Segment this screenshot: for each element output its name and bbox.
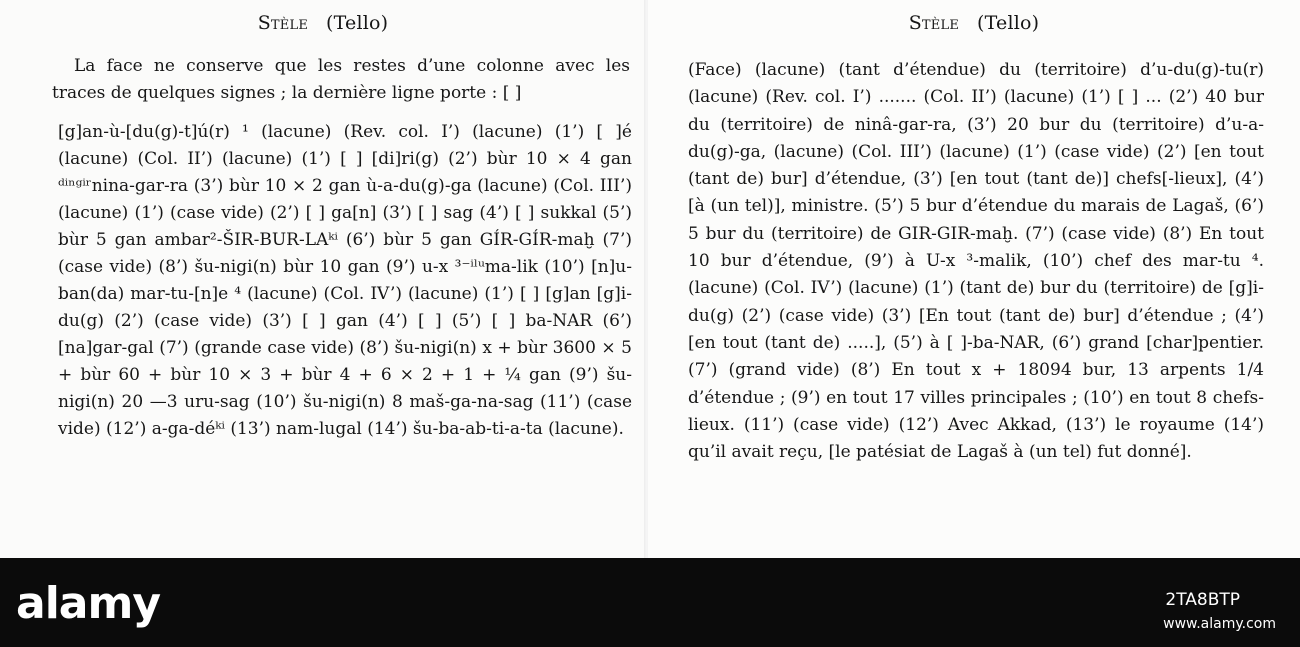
right-heading-location: (Tello) [977,12,1040,34]
right-page-heading [648,12,1300,34]
left-heading-location: (Tello) [326,12,389,34]
right-translation-paragraph: (Face) (lacune) (tant d’étendue) du (territoire) d’u-du(g)-tu(r) (lacune) (Rev. col. I’) ....... (Col. II’) (lacune) (1’) [ ] ... (2’) 40 bur du (territoire) de ninâ-gar-ra, (3’) 20 bur du (territoire) d’u-a-du(g)-ga, (lacune) (Col. III’) (lacune) (1’) (case vide) (2’) [en tout (tant de) bur] d’étendue, (3’) [en tout (tant de)] chefs[-lieux], (4’) [à (un tel)], ministre. (5’) 5 bur d’étendue du marais de Lagaš, (6’) 5 bur du (territoire) de GIR-GIR-maḫ. (7’) (case vide) (8’) En tout 10 bur d’étendue, (9’) à U-x ³-malik, (10’) chef des mar-tu ⁴. (lacune) (Col. IV’) (lacune) (1’) (tant de) bur du (territoire) de [g]i-du(g) (2’) (case vide) (3’) [En tout (tant de) bur] d’étendue ; (4’) [en tout (tant de) .....], (5’) à [ ]-ba-NAR, (6’) grand [char]pentier. (7’) (grand vide) (8’) En tout x + 18094 bur, 13 arpents 1/4 d’étendue ; (9’) en tout 17 villes principales ; (10’) en tout 8 chefs-lieux. (11’) (case vide) (12’) Avec Akkad, (13’) le royaume (14’) qu’il avait reçu, [le patésiat de Lagaš à (un tel) fut donné]. [688,60,1264,463]
left-transliteration-paragraph: [g]an-ù-[du(g)-t]ú(r) ¹ (lacune) (Rev. col. I’) (lacune) (1’) [ ]é (lacune) (Col. II’) (lacune) (1’) [ ] [di]ri(g) (2’) bùr 10 × 4 gan ᵈⁱⁿᵍⁱʳnina-gar-ra (3’) bùr 10 × 2 gan ù-a-du(g)-ga (lacune) (Col. III’) (lacune) (1’) (case vide) (2’) [ ] ga[n] (3’) [ ] sag (4’) [ ] sukkal (5’) bùr 5 gan ambar²-ŠIR-BUR-LAᵏⁱ (6’) bùr 5 gan GÍR-GÍR-maḫ (7’) (case vide) (8’) šu-nigi(n) bùr 10 gan (9’) u-x ³⁻ⁱˡᵘma-lik (10’) [n]u-ban(da) mar-tu-[n]e ⁴ (lacune) (Col. IV’) (lacune) (1’) [ ] [g]an [g]i-du(g) (2’) (case vide) (3’) [ ] gan (4’) [ ] (5’) [ ] ba-NAR (6’) [na]gar-gal (7’) (grande case vide) (8’) šu-nigi(n) x + bùr 3600 × 5 + bùr 60 + bùr 10 × 3 + bùr 4 + 6 × 2 + 1 + ¼ gan (9’) šu-nigi(n) 20 —3 uru-sag (10’) šu-nigi(n) 8 maš-ga-na-sag (11’) (case vide) (12’) a-ga-déᵏⁱ (13’) nam-lugal (14’) šu-ba-ab-ti-a-ta (lacune). [58,122,632,439]
right-heading-title: Stèle [908,12,960,34]
right-page [648,0,1300,558]
alamy-logo: alamy [16,578,160,629]
left-page [0,0,646,558]
left-heading-title: Stèle [257,12,309,34]
left-page-heading [0,12,646,34]
watermark-footer [0,558,1300,647]
stock-site-url: www.alamy.com [1163,616,1276,632]
left-intro-paragraph: La face ne conserve que les restes d’une colonne avec les traces de quelques signes ; la dernière ligne porte : [ ] [52,56,630,104]
stock-image-id: 2TA8BTP [1165,590,1240,610]
